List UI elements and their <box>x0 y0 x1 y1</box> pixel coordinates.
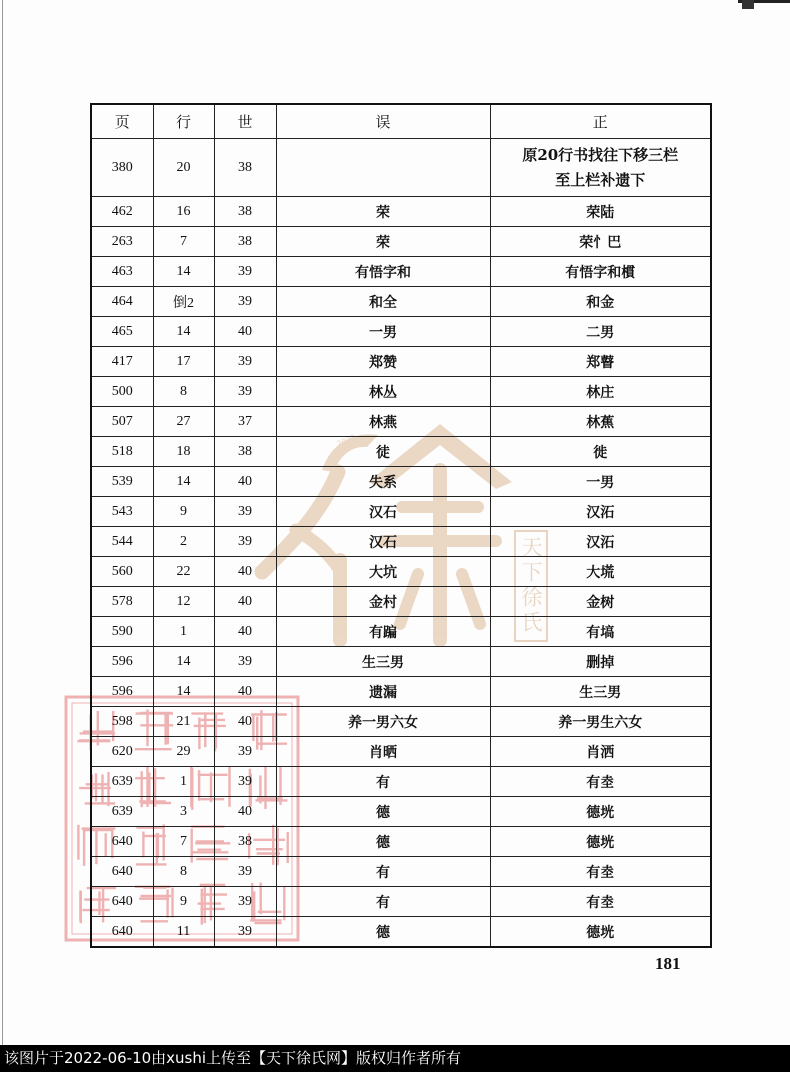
cell-line: 27 <box>153 407 214 437</box>
cell-error: 有 <box>276 767 490 797</box>
cell-line: 1 <box>153 617 214 647</box>
cell-generation: 39 <box>214 917 276 948</box>
cell-line: 14 <box>153 467 214 497</box>
table-row <box>91 677 711 707</box>
cell-generation: 39 <box>214 377 276 407</box>
cell-page: 544 <box>91 527 153 557</box>
cell-line: 17 <box>153 347 214 377</box>
cell-error <box>276 139 490 197</box>
errata-table-head <box>91 104 711 139</box>
upload-notice-text: 该图片于2022-06-10由xushi上传至【天下徐氏网】版权归作者所有 <box>4 1049 462 1067</box>
cell-line: 倒2 <box>153 287 214 317</box>
cell-generation: 40 <box>214 317 276 347</box>
cell-correction: 有坴 <box>490 767 711 797</box>
header-correction: 正 <box>490 104 711 139</box>
cell-error: 和全 <box>276 287 490 317</box>
cell-correction: 养一男生六女 <box>490 707 711 737</box>
cell-correction: 德垙 <box>490 827 711 857</box>
cell-page: 417 <box>91 347 153 377</box>
cell-correction: 林蕉 <box>490 407 711 437</box>
cell-line: 21 <box>153 707 214 737</box>
cell-generation: 39 <box>214 887 276 917</box>
table-row <box>91 767 711 797</box>
cell-page: 578 <box>91 587 153 617</box>
cell-page: 640 <box>91 857 153 887</box>
cell-line: 8 <box>153 377 214 407</box>
cell-correction: 林庄 <box>490 377 711 407</box>
cell-page: 500 <box>91 377 153 407</box>
cell-correction: 汉沰 <box>490 527 711 557</box>
cell-line: 3 <box>153 797 214 827</box>
cell-line: 22 <box>153 557 214 587</box>
cell-error: 有 <box>276 857 490 887</box>
cell-error: 金村 <box>276 587 490 617</box>
cell-correction: 一男 <box>490 467 711 497</box>
cell-correction <box>490 139 711 197</box>
watermark-year: 2022 <box>335 432 358 449</box>
header-line: 行 <box>153 104 214 139</box>
cell-line: 14 <box>153 677 214 707</box>
cell-line: 9 <box>153 887 214 917</box>
cell-error: 一男 <box>276 317 490 347</box>
cell-text-line: 原20行书找往下移三栏 <box>522 145 679 164</box>
cell-generation: 40 <box>214 617 276 647</box>
cell-page: 560 <box>91 557 153 587</box>
errata-table-body <box>91 139 711 948</box>
cell-error: 遗漏 <box>276 677 490 707</box>
cell-line: 7 <box>153 827 214 857</box>
cell-generation: 38 <box>214 227 276 257</box>
table-row <box>91 587 711 617</box>
cell-error: 肖晒 <box>276 737 490 767</box>
cell-generation: 38 <box>214 197 276 227</box>
header-page: 页 <box>91 104 153 139</box>
cell-page: 639 <box>91 797 153 827</box>
cell-error: 汉石 <box>276 497 490 527</box>
table-row <box>91 827 711 857</box>
cell-correction: 有坴 <box>490 857 711 887</box>
table-row <box>91 557 711 587</box>
page-number: 181 <box>655 954 681 973</box>
table-row <box>91 287 711 317</box>
table-row <box>91 467 711 497</box>
cell-page: 590 <box>91 617 153 647</box>
cell-page: 380 <box>91 139 153 197</box>
cell-correction: 有坴 <box>490 887 711 917</box>
header-generation: 世 <box>214 104 276 139</box>
cell-page: 640 <box>91 827 153 857</box>
table-row <box>91 917 711 948</box>
cell-correction: 大塃 <box>490 557 711 587</box>
cell-page: 507 <box>91 407 153 437</box>
cell-generation: 40 <box>214 707 276 737</box>
watermark-vertical-text: 天下徐氏 <box>514 530 548 642</box>
cell-line: 29 <box>153 737 214 767</box>
cell-generation: 39 <box>214 647 276 677</box>
cell-text-line: 至上栏补遗下 <box>555 170 646 189</box>
cell-error: 林燕 <box>276 407 490 437</box>
cell-generation: 39 <box>214 857 276 887</box>
cell-correction: 汉沰 <box>490 497 711 527</box>
table-row <box>91 257 711 287</box>
cell-generation: 39 <box>214 497 276 527</box>
cell-error: 大坑 <box>276 557 490 587</box>
cell-line: 7 <box>153 227 214 257</box>
errata-table <box>90 103 712 948</box>
cell-generation: 40 <box>214 587 276 617</box>
table-row <box>91 377 711 407</box>
cell-correction: 郑瞽 <box>490 347 711 377</box>
cell-line: 16 <box>153 197 214 227</box>
cell-error: 德 <box>276 917 490 948</box>
cell-correction: 金树 <box>490 587 711 617</box>
cell-line: 9 <box>153 497 214 527</box>
cell-correction: 有悟字和樌 <box>490 257 711 287</box>
cell-error: 德 <box>276 797 490 827</box>
cell-generation: 39 <box>214 287 276 317</box>
table-row <box>91 647 711 677</box>
cell-generation: 39 <box>214 347 276 377</box>
cell-line: 2 <box>153 527 214 557</box>
cell-page: 596 <box>91 677 153 707</box>
cell-error: 失系 <box>276 467 490 497</box>
table-row <box>91 197 711 227</box>
cell-correction: 德垙 <box>490 797 711 827</box>
cell-error: 徒 <box>276 437 490 467</box>
cell-page: 639 <box>91 767 153 797</box>
cell-page: 539 <box>91 467 153 497</box>
cell-page: 464 <box>91 287 153 317</box>
header-row <box>91 104 711 139</box>
cell-page: 620 <box>91 737 153 767</box>
cell-error: 汉石 <box>276 527 490 557</box>
table-row <box>91 139 711 197</box>
cell-error: 有蹁 <box>276 617 490 647</box>
table-row <box>91 857 711 887</box>
header-error: 误 <box>276 104 490 139</box>
table-row <box>91 227 711 257</box>
cell-line: 14 <box>153 257 214 287</box>
cell-page: 640 <box>91 887 153 917</box>
cell-error: 生三男 <box>276 647 490 677</box>
table-row <box>91 347 711 377</box>
cell-correction: 有塙 <box>490 617 711 647</box>
cell-line: 11 <box>153 917 214 948</box>
table-row <box>91 407 711 437</box>
cell-error: 德 <box>276 827 490 857</box>
cell-correction: 荣忄巴 <box>490 227 711 257</box>
cell-generation: 38 <box>214 437 276 467</box>
cell-correction: 删掉 <box>490 647 711 677</box>
cell-error: 荣 <box>276 227 490 257</box>
table-row <box>91 437 711 467</box>
cell-error: 有悟字和 <box>276 257 490 287</box>
cell-line: 14 <box>153 317 214 347</box>
cell-error: 林丛 <box>276 377 490 407</box>
table-row <box>91 737 711 767</box>
table-row <box>91 887 711 917</box>
cell-generation: 40 <box>214 677 276 707</box>
cell-generation: 39 <box>214 257 276 287</box>
cell-correction: 二男 <box>490 317 711 347</box>
cell-error: 养一男六女 <box>276 707 490 737</box>
cell-generation: 37 <box>214 407 276 437</box>
cell-page: 543 <box>91 497 153 527</box>
cell-generation: 40 <box>214 467 276 497</box>
cell-page: 465 <box>91 317 153 347</box>
cell-generation: 40 <box>214 797 276 827</box>
cell-line: 1 <box>153 767 214 797</box>
cell-correction: 肖洒 <box>490 737 711 767</box>
cell-generation: 40 <box>214 557 276 587</box>
cell-correction: 荣陆 <box>490 197 711 227</box>
upload-notice-bar <box>0 1045 790 1072</box>
cell-line: 12 <box>153 587 214 617</box>
cell-correction: 德垙 <box>490 917 711 948</box>
cell-page: 463 <box>91 257 153 287</box>
cell-error: 郑赞 <box>276 347 490 377</box>
cell-line: 20 <box>153 139 214 197</box>
table-row <box>91 707 711 737</box>
cell-page: 596 <box>91 647 153 677</box>
cell-generation: 39 <box>214 737 276 767</box>
table-row <box>91 497 711 527</box>
cell-page: 640 <box>91 917 153 948</box>
cell-line: 14 <box>153 647 214 677</box>
cell-generation: 38 <box>214 139 276 197</box>
cell-generation: 38 <box>214 827 276 857</box>
cell-generation: 39 <box>214 527 276 557</box>
cell-error: 有 <box>276 887 490 917</box>
cell-page: 598 <box>91 707 153 737</box>
table-row <box>91 617 711 647</box>
cell-generation: 39 <box>214 767 276 797</box>
cell-correction: 生三男 <box>490 677 711 707</box>
table-row <box>91 317 711 347</box>
cell-line: 18 <box>153 437 214 467</box>
cell-line: 8 <box>153 857 214 887</box>
cell-page: 462 <box>91 197 153 227</box>
cell-page: 518 <box>91 437 153 467</box>
cell-correction: 徙 <box>490 437 711 467</box>
cell-error: 荣 <box>276 197 490 227</box>
cell-correction: 和金 <box>490 287 711 317</box>
table-row <box>91 797 711 827</box>
table-row <box>91 527 711 557</box>
cell-page: 263 <box>91 227 153 257</box>
